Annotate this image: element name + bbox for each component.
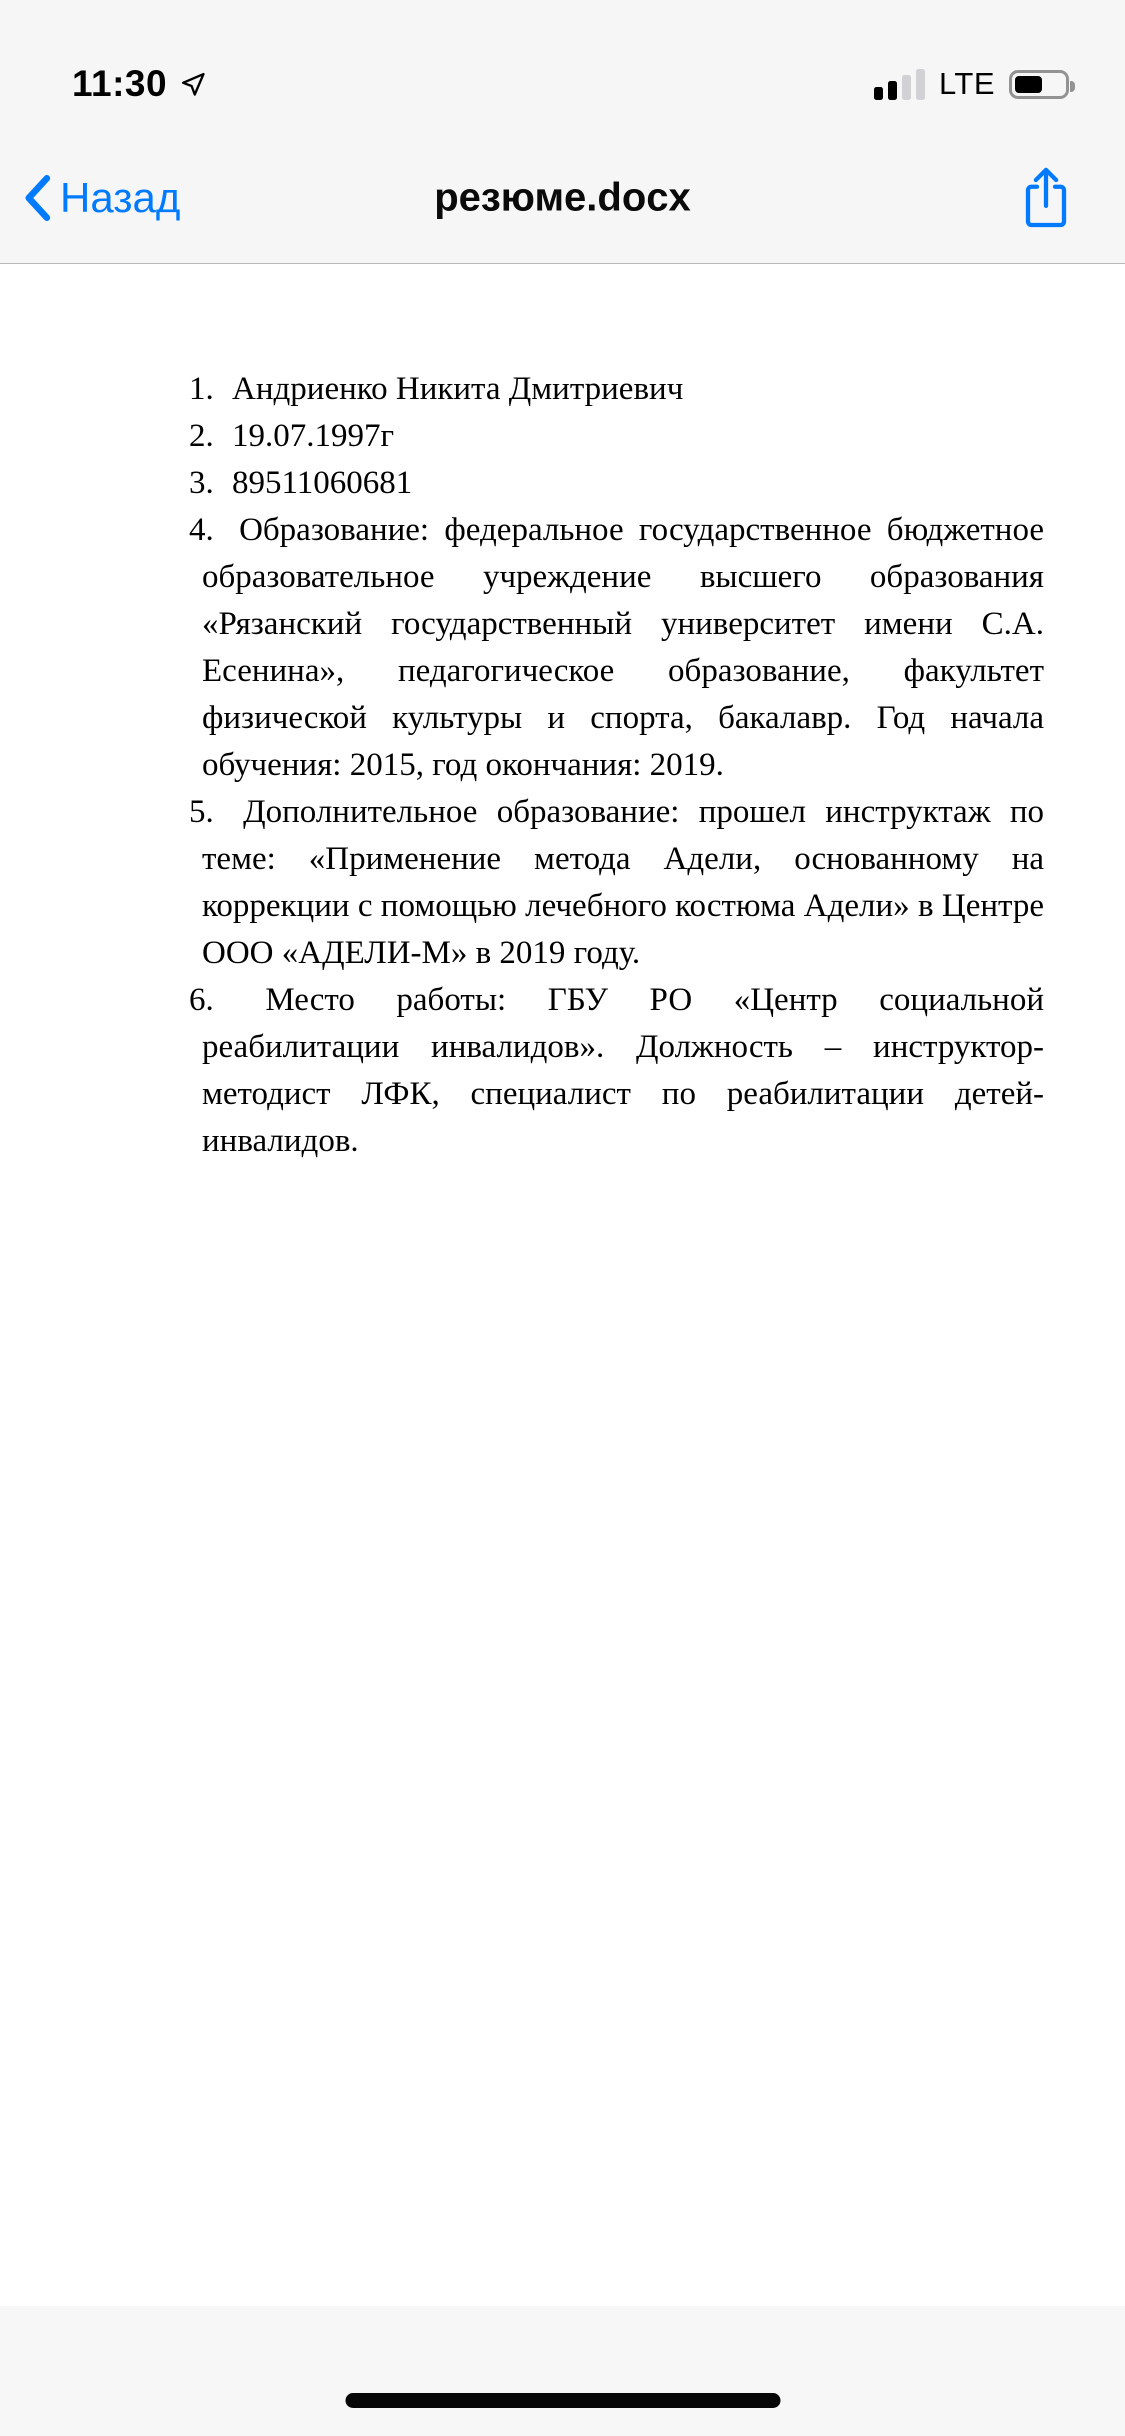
document-body [0, 264, 1125, 1165]
list-item-text: 19.07.1997г [232, 418, 395, 454]
list-item-1 [189, 366, 1044, 413]
share-button[interactable] [1019, 165, 1073, 231]
battery-icon [1009, 70, 1069, 99]
list-item-number: 2. [189, 418, 214, 454]
list-item-5 [189, 789, 1044, 977]
battery-fill [1015, 76, 1042, 93]
back-button-label: Назад [60, 173, 181, 221]
list-item-6 [189, 977, 1045, 1165]
nav-bar [0, 132, 1125, 264]
list-item-text: Андриенко Никита Дмитриевич [232, 371, 684, 407]
list-item-number: 6. [189, 982, 214, 1018]
list-item-number: 1. [189, 371, 214, 407]
list-item-text: Место работы: ГБУ РО «Центр социальной реабилитации инвалидов». Должность – инструктор-методист ЛФК, специалист по реабилитации детей-инвалидов. [202, 982, 1045, 1159]
battery-nub [1070, 81, 1075, 92]
list-item-number: 3. [189, 465, 214, 501]
back-button[interactable] [22, 174, 180, 222]
status-bar [0, 0, 1125, 132]
status-right-cluster [874, 66, 1069, 102]
document-title: резюме.docx [434, 175, 691, 219]
network-type-label: LTE [938, 66, 995, 101]
list-item-number: 4. [189, 512, 214, 548]
list-item-number: 5. [189, 794, 214, 830]
cellular-signal-icon [874, 68, 925, 100]
list-item-text: 89511060681 [232, 465, 413, 501]
list-item-2 [189, 413, 1044, 460]
home-indicator[interactable] [345, 2393, 780, 2408]
status-left-cluster [72, 63, 207, 105]
status-time: 11:30 [72, 63, 168, 104]
bottom-bar [0, 2306, 1125, 2436]
chevron-left-icon [22, 175, 52, 221]
share-icon [1019, 165, 1073, 231]
list-item-3 [189, 460, 1044, 507]
list-item-4 [189, 507, 1044, 789]
document-content[interactable] [0, 264, 1125, 2436]
location-arrow-icon [179, 70, 207, 98]
list-item-text: Образование: федеральное государственное бюджетное образовательное учреждение высшего образования «Рязанский государственный университет имени С.А. Есенина», педагогическое образование, факультет физической культуры и спорта, бакалавр. Год начала обучения: 2015, год окончания: 2019. [202, 512, 1044, 783]
list-item-text: Дополнительное образование: прошел инструктаж по теме: «Применение метода Адели, основанному на коррекции с помощью лечебного костюма Адели» в Центре ООО «АДЕЛИ-М» в 2019 году. [202, 794, 1044, 971]
